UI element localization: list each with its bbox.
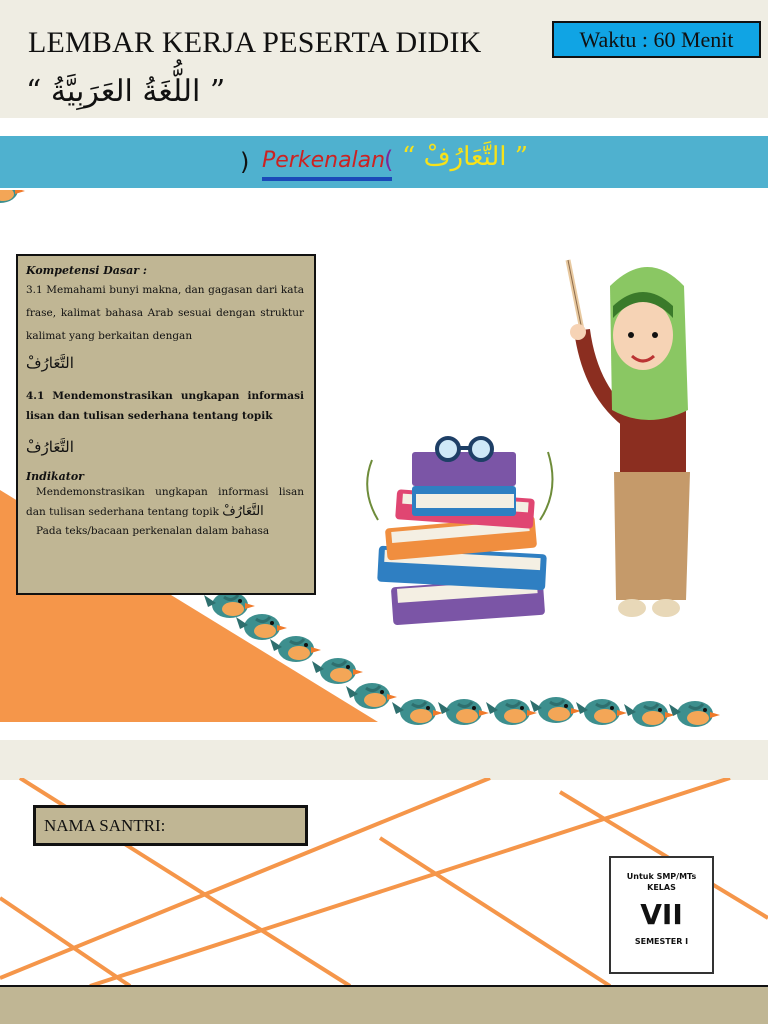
semester-label: SEMESTER I (634, 937, 689, 946)
footer-band (0, 985, 768, 1024)
bird-icon (486, 699, 537, 725)
indicator-line1: Mendemonstrasikan ungkapan informasi lisan dan tulisan sederhana tentang topik (26, 486, 304, 518)
bird-icon (270, 636, 321, 662)
class-for-label: Untuk SMP/MTs (626, 872, 697, 881)
topic-paren-open: ( (384, 146, 394, 174)
kd-3-1-arabic: التَّعَارُفْ (26, 354, 74, 372)
indicator-heading: Indikator (26, 470, 84, 483)
indicator-arabic: التَّعَارُفْ (222, 504, 264, 519)
arabic-subtitle: “ اللُّغَةُ العَرَبِيَّةُ ” (26, 74, 226, 109)
class-label: KELAS (647, 883, 676, 892)
bird-icon (346, 683, 397, 709)
topic-underline (262, 177, 392, 181)
competency-box (16, 254, 316, 595)
topic-paren-close: ) (240, 148, 250, 176)
bird-icon (0, 190, 25, 203)
bird-icon (669, 701, 720, 727)
kd-3-1-text: 3.1 Memahami bunyi makna, dan gagasan dari kata frase, kalimat bahasa Arab sesuai dengan struktur kalimat yang berkaitan dengan (26, 284, 304, 342)
bird-icon (236, 614, 287, 640)
page-title: LEMBAR KERJA PESERTA DIDIK (28, 26, 482, 59)
topic-arabic: “ التَّعَارُفْ ” (402, 142, 529, 172)
grade-label: VII (640, 898, 683, 931)
bird-icon (312, 658, 363, 684)
divider-band (0, 740, 768, 780)
teacher-illustration (568, 260, 690, 617)
time-badge: Waktu : 60 Menit (552, 21, 761, 58)
bird-icon (576, 699, 627, 725)
bird-icon (392, 699, 443, 725)
indicator-line2: Pada teks/bacaan perkenalan dalam bahasa (36, 525, 270, 537)
bird-icon (438, 699, 489, 725)
kd-4-1-text: 4.1 Mendemonstrasikan ungkapan informasi lisan dan tulisan sederhana tentang topik (26, 390, 304, 422)
book-stack-icon (367, 452, 552, 625)
student-name-field[interactable]: NAMA SANTRI: (33, 805, 308, 846)
competency-heading: Kompetensi Dasar : (26, 264, 147, 277)
bird-icon (624, 701, 675, 727)
topic-latin: Perkenalan (262, 148, 386, 173)
bird-icon (204, 592, 255, 618)
class-info-box (609, 856, 714, 974)
indicator-text (26, 483, 304, 522)
bird-icon (530, 697, 581, 723)
kd-4-1-arabic: التَّعَارُفْ (26, 438, 74, 456)
